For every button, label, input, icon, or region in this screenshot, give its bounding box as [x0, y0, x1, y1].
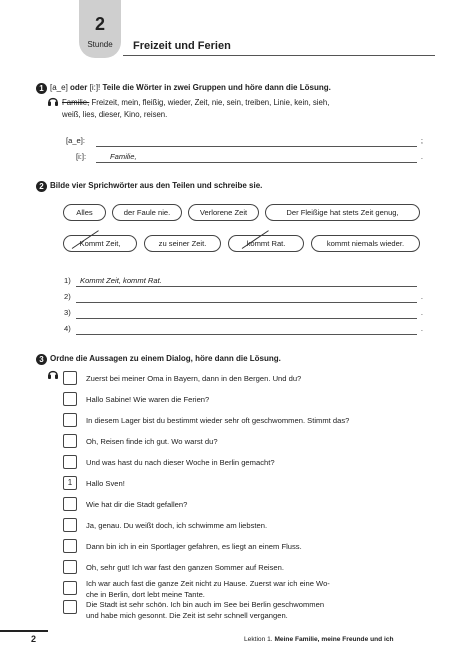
footer-lesson: Lektion 1.	[244, 636, 273, 643]
proverb-end-4: .	[420, 324, 423, 333]
order-box[interactable]	[63, 539, 77, 553]
headphones-icon	[47, 95, 59, 107]
task1-instruction: Teile die Wörter in zwei Gruppen und höre dann die Lösung.	[102, 83, 331, 92]
proverb-label-2: 2)	[64, 292, 71, 301]
answer-line-i[interactable]	[96, 162, 417, 163]
task2-heading	[36, 180, 423, 192]
task3-instruction: Ordne die Aussagen zu einem Dialog, höre dann die Lösung.	[50, 354, 281, 363]
task2-number: 2	[36, 181, 47, 192]
proverb-label-3: 3)	[64, 308, 71, 317]
proverb-line-3[interactable]	[76, 318, 417, 319]
proverb-end-2: .	[420, 292, 423, 301]
row-i-answer: Familie,	[110, 152, 137, 161]
dialog-text	[86, 578, 425, 600]
chip-kommt-rat[interactable]: kommt Rat.	[228, 235, 304, 252]
order-box[interactable]	[63, 371, 77, 385]
proverb-label-1: 1)	[64, 276, 71, 285]
lesson-tab	[79, 0, 121, 58]
proverb-line-2[interactable]	[76, 302, 417, 303]
answer-line-a[interactable]	[96, 146, 417, 147]
oder-word: oder	[70, 83, 88, 92]
task3-heading	[36, 353, 423, 365]
dialog-text: Hallo Sabine! Wie waren die Ferien?	[86, 395, 210, 404]
order-box[interactable]	[63, 600, 77, 614]
dialog-text-line2: che in Berlin, dort lebt meine Tante.	[86, 590, 205, 599]
dialog-text-line2: und habe mich gesonnt. Die Zeit ist sehr schnell vergangen.	[86, 611, 288, 620]
dialog-text: Zuerst bei meiner Oma in Bayern, dann in den Bergen. Und du?	[86, 374, 302, 383]
task1-word-list	[62, 97, 421, 121]
chip-alles[interactable]: Alles	[63, 204, 106, 221]
dialog-text-line1: Die Stadt ist sehr schön. Ich bin auch im See bei Berlin geschwommen	[86, 600, 325, 609]
dialog-text: Oh, sehr gut! Ich war fast den ganzen Sommer auf Reisen.	[86, 563, 284, 572]
row-a-end: ;	[420, 136, 423, 145]
headphones-icon	[47, 368, 59, 380]
lesson-word: Stunde	[87, 40, 113, 49]
proverb-line-4[interactable]	[76, 334, 417, 335]
footer-rule	[0, 630, 48, 632]
chip-verlorene-zeit[interactable]: Verlorene Zeit	[188, 204, 259, 221]
dialog-text: Oh, Reisen finde ich gut. Wo warst du?	[86, 437, 218, 446]
order-box[interactable]	[63, 497, 77, 511]
chip-der-fleissige[interactable]: Der Fleißige hat stets Zeit genug,	[265, 204, 420, 221]
dialog-text	[86, 599, 425, 621]
proverb-end-3: .	[420, 308, 423, 317]
footer-lesson-title: Meine Familie, meine Freunde und ich	[274, 636, 394, 643]
task1-number: 1	[36, 83, 47, 94]
row-i-label: [i:]:	[76, 152, 87, 161]
dialog-text: Dann bin ich in ein Sportlager gefahren, es liegt an einem Fluss.	[86, 542, 302, 551]
dialog-text: Wie hat dir die Stadt gefallen?	[86, 500, 188, 509]
phon-i: [i:]!	[89, 83, 101, 92]
fill-row-i	[66, 152, 423, 163]
page-title: Freizeit und Ferien	[133, 40, 231, 52]
order-box[interactable]	[63, 581, 77, 595]
order-box[interactable]: 1	[63, 476, 77, 490]
order-box[interactable]	[63, 434, 77, 448]
word-list-line2: weiß, lies, dieser, Kino, reisen.	[62, 110, 168, 119]
proverb-row-1	[64, 276, 423, 287]
proverb-row-4	[64, 324, 423, 335]
chip-kommt-zeit[interactable]: Kommt Zeit,	[63, 235, 137, 252]
proverb-row-3	[64, 308, 423, 319]
order-box[interactable]	[63, 518, 77, 532]
proverb-answer-1: Kommt Zeit, kommt Rat.	[80, 276, 162, 285]
proverb-row-2	[64, 292, 423, 303]
page-number: 2	[31, 634, 37, 644]
proverb-line-1[interactable]	[76, 286, 417, 287]
row-a-label: [a_e]:	[66, 136, 85, 145]
task3-number: 3	[36, 354, 47, 365]
fill-row-a	[66, 136, 423, 147]
running-footer	[244, 636, 394, 643]
order-box[interactable]	[63, 392, 77, 406]
order-box[interactable]	[63, 413, 77, 427]
dialog-text: Und was hast du nach dieser Woche in Berlin gemacht?	[86, 458, 275, 467]
row-i-end: .	[420, 152, 423, 161]
phon-a: [a_e]	[50, 83, 68, 92]
task1-heading	[36, 82, 423, 94]
lesson-number: 2	[94, 14, 105, 34]
word-list-line1: Freizeit, mein, fleißig, wieder, Zeit, nie, sein, treiben, Linie, kein, sieh,	[91, 98, 330, 107]
chip-der-faule-nie[interactable]: der Faule nie.	[112, 204, 182, 221]
chip-zu-seiner-zeit[interactable]: zu seiner Zeit.	[144, 235, 221, 252]
dialog-text: In diesem Lager bist du bestimmt wieder sehr oft geschwommen. Stimmt das?	[86, 416, 350, 425]
crossed-word: Familie,	[62, 98, 90, 107]
task2-instruction: Bilde vier Sprichwörter aus den Teilen und schreibe sie.	[50, 181, 263, 190]
order-box[interactable]	[63, 455, 77, 469]
proverb-label-4: 4)	[64, 324, 71, 333]
title-divider	[123, 55, 435, 56]
order-box[interactable]	[63, 560, 77, 574]
dialog-text: Hallo Sven!	[86, 479, 125, 488]
chip-kommt-niemals-wieder[interactable]: kommt niemals wieder.	[311, 235, 420, 252]
dialog-text: Ja, genau. Du weißt doch, ich schwimme am liebsten.	[86, 521, 268, 530]
dialog-text-line1: Ich war auch fast die ganze Zeit nicht zu Hause. Zuerst war ich eine Wo-	[86, 579, 330, 588]
